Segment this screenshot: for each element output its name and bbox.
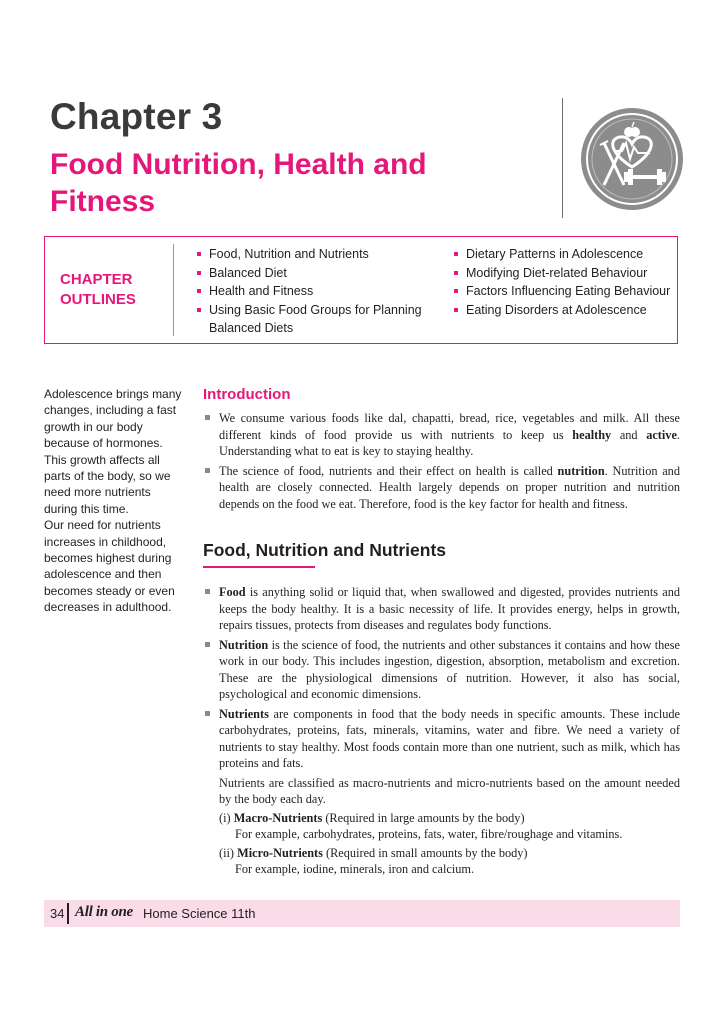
introduction-heading: Introduction [203,386,291,403]
sidebar-paragraph: Our need for nutrients increases in childhood, becomes highest during adolescence and then becomes steady or even decreases in adulthood. [44,518,175,615]
sidebar-note [44,386,184,616]
outline-item: Using Basic Food Groups for Planning Balanced Diets [197,301,437,338]
footer-bar [44,900,680,927]
chapter-outlines-heading [60,270,160,310]
section-heading: Food, Nutrition and Nutrients [203,540,447,560]
brand-logo: All in one [75,904,133,920]
intro-bullet: We consume various foods like dal, chapatti, bread, rice, vegetables and milk. All these different kinds of food provide us with nutrients to keep us healthy and active. Understanding what to eat is key to staying healthy. [204,410,680,460]
outline-heading-line1: CHAPTER [60,271,133,288]
outline-item: Eating Disorders at Adolescence [454,301,679,320]
section-heading-underline [203,566,315,568]
outline-item: Balanced Diet [197,264,437,283]
outline-list-right [454,245,679,319]
outline-item: Dietary Patterns in Adolescence [454,245,679,264]
outline-item: Food, Nutrition and Nutrients [197,245,437,264]
outline-divider [173,244,174,336]
book-title: Home Science 11th [143,906,256,921]
macro-nutrients-example: For example, carbohydrates, proteins, fats, water, fibre/roughage and vitamins. [235,827,623,841]
outline-item: Modifying Diet-related Behaviour [454,264,679,283]
food-bullet: Food is anything solid or liquid that, when swallowed and digested, provides nutrients and keeps the body healthy. It is a basic necessity of life. It provides energy, helps in growth, repairs tissues, protects from diseases and regulates body functions. [204,584,680,634]
chapter-title: Food Nutrition, Health and Fitness [50,148,427,218]
section-body [204,584,680,880]
chapter-label: Chapter 3 [50,96,223,137]
nutrients-bullet: Nutrients are components in food that the body needs in specific amounts. These include carbohydrates, proteins, fats, minerals, vitamins, water and fibre. We need a variety of nutrients to stay healthy. Most foods contain more than one nutrient, such as milk, which has proteins and fats. [204,706,680,772]
page-number: 34 [50,906,65,921]
outline-list-left [197,245,437,338]
outline-heading-line2: OUTLINES [60,291,136,308]
sidebar-paragraph: Adolescence brings many changes, including a fast growth in our body because of hormones. [44,387,182,451]
chapter-emblem [580,107,684,211]
micro-nutrients-item: (ii) Micro-Nutrients (Required in small amounts by the body) [219,845,528,860]
header-divider [562,98,563,218]
nutrition-bullet: Nutrition is the science of food, the nutrients and other substances it contains and how these work in our body. This includes ingestion, digestion, absorption, metabolism and excretion. These are the physiological dimensions of nutrition. However, it also has social, psychological and economic dimensions. [204,637,680,703]
introduction-body [204,410,680,515]
outline-item: Health and Fitness [197,282,437,301]
classification-paragraph: Nutrients are classified as macro-nutrients and micro-nutrients based on the amount needed by the body each day. [219,775,680,806]
micro-nutrients-example: For example, iodine, minerals, iron and calcium. [235,862,475,876]
sidebar-paragraph: This growth affects all parts of the body, so we need more nutrients during this time. [44,452,171,516]
outline-item: Factors Influencing Eating Behaviour [454,282,679,301]
intro-bullet: The science of food, nutrients and their effect on health is called nutrition. Nutrition and health are closely connected. Health largely depends on proper nutrition and nutrition depends on the food we eat. Therefore, food is the key factor for health and fitness. [204,463,680,513]
macro-nutrients-item: (i) Macro-Nutrients (Required in large amounts by the body) [219,810,525,825]
footer-divider [67,903,69,924]
